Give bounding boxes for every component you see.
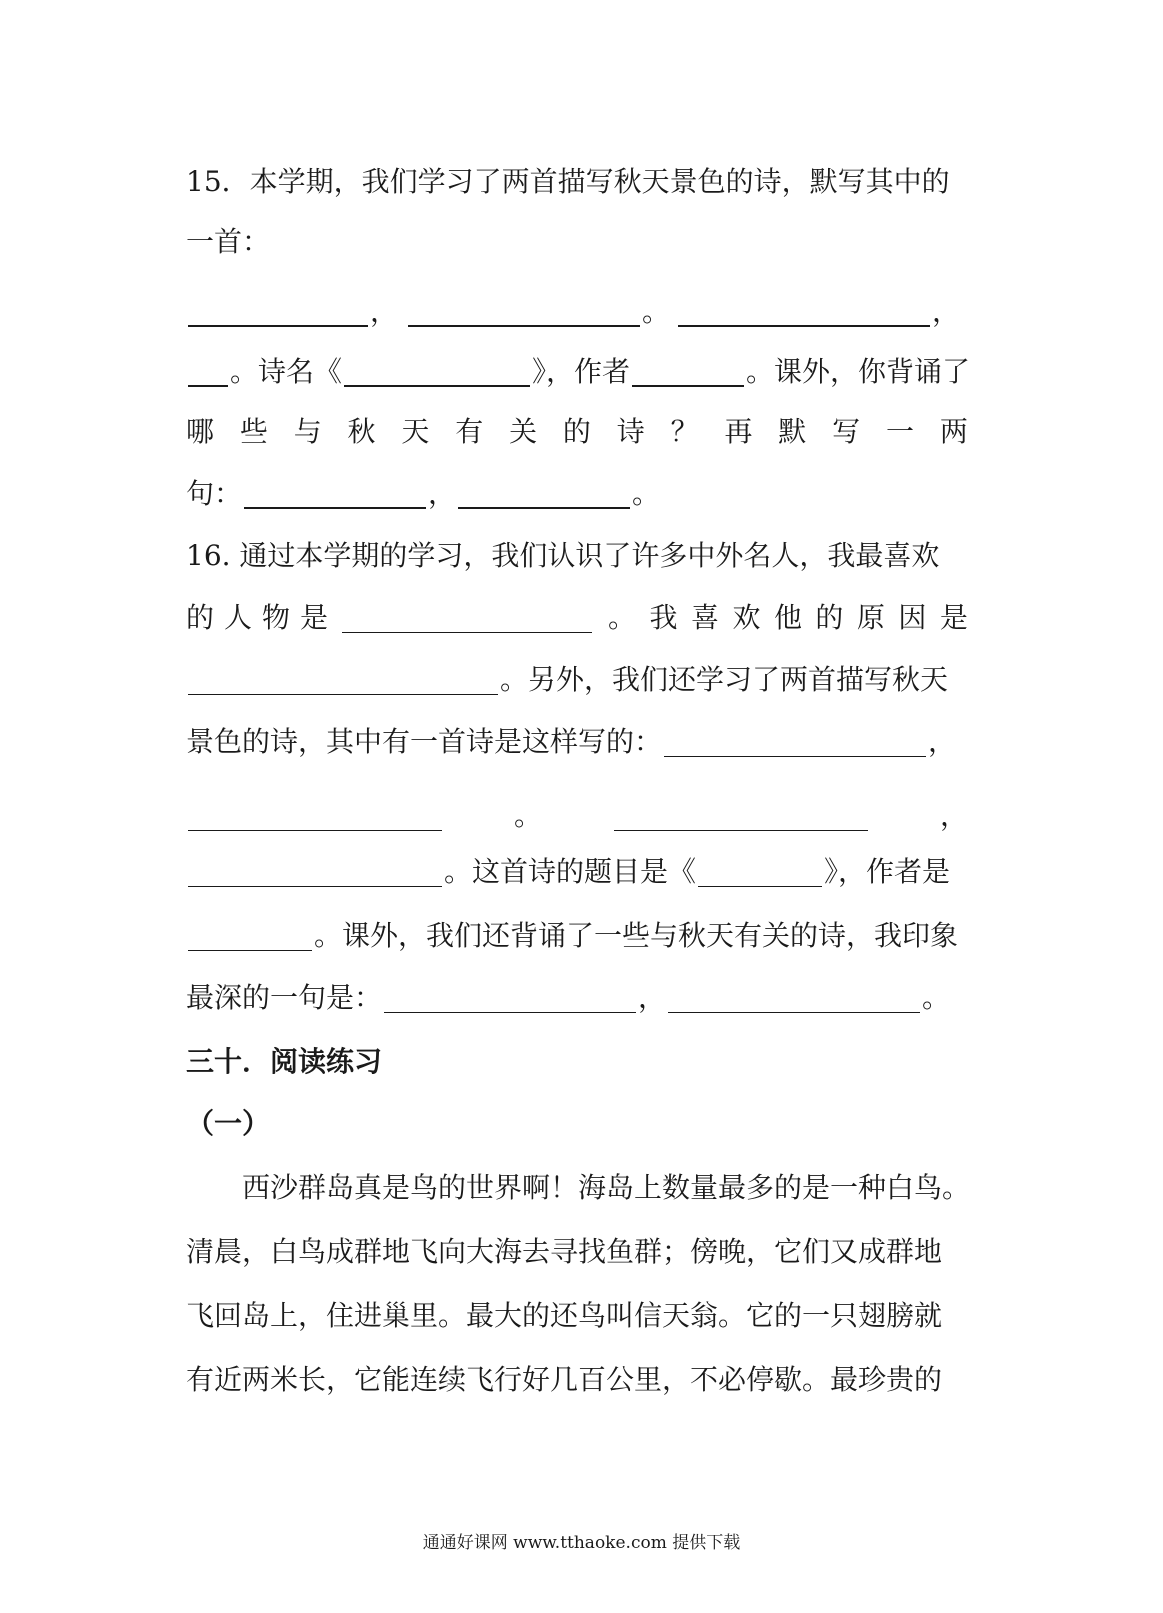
- paragraph-line: 有近两米长，它能连续飞行好几百公里，不必停歇。最珍贵的: [186, 1363, 943, 1396]
- char: 天: [401, 415, 430, 448]
- q16-line-4: [186, 722, 968, 762]
- answer-blank[interactable]: [188, 950, 312, 952]
- answer-blank[interactable]: [408, 325, 640, 327]
- char: 的: [815, 601, 844, 634]
- paragraph-line: 西沙群岛真是鸟的世界啊！海岛上数量最多的是一种白鸟。: [186, 1171, 971, 1204]
- q16-line-7: [186, 916, 968, 956]
- text: 》，作者是: [824, 855, 951, 888]
- q16-line-6: [186, 852, 968, 892]
- q15-line-2: 一首：: [186, 225, 271, 258]
- char: 因: [898, 601, 927, 634]
- char: ？: [670, 415, 699, 448]
- punct: 。: [632, 477, 661, 510]
- char: 。: [608, 601, 637, 634]
- answer-blank[interactable]: [344, 385, 530, 387]
- section-heading: 三十．阅读练习: [186, 1045, 383, 1078]
- punct: ，: [428, 477, 457, 510]
- char: 诗: [616, 415, 645, 448]
- char: 有: [455, 415, 484, 448]
- answer-blank[interactable]: [188, 830, 442, 832]
- answer-blank[interactable]: [698, 886, 822, 888]
- char: 的: [186, 601, 215, 634]
- char: 与: [293, 415, 322, 448]
- text: 。课外，我们还背诵了一些与秋天有关的诗，我印象: [314, 919, 959, 952]
- answer-blank[interactable]: [632, 385, 744, 387]
- answer-blank[interactable]: [188, 385, 228, 387]
- char: 他: [773, 601, 802, 634]
- answer-blank[interactable]: [384, 1012, 636, 1014]
- char: 原: [856, 601, 885, 634]
- char: 关: [509, 415, 538, 448]
- paragraph-line: 飞回岛上，住进巢里。最大的还鸟叫信天翁。它的一只翅膀就: [186, 1299, 943, 1332]
- text-group: [608, 598, 968, 638]
- prefix: 句：: [186, 477, 243, 510]
- char: 人: [223, 601, 252, 634]
- char: 两: [939, 415, 968, 448]
- q15-line-5: [186, 412, 968, 452]
- punct: ，: [932, 295, 961, 328]
- q15-line-6: [186, 474, 968, 514]
- punct: 。: [642, 295, 671, 328]
- answer-blank[interactable]: [188, 886, 442, 888]
- q15-line-1: 15．本学期，我们学习了两首描写秋天景色的诗，默写其中的: [186, 165, 950, 198]
- q15-line-4: [186, 352, 971, 392]
- q16-line-2: [186, 598, 968, 638]
- text-group: [186, 598, 328, 638]
- extra-text: 。课外，你背诵了: [746, 355, 971, 388]
- char: 欢: [732, 601, 761, 634]
- char: 默: [778, 415, 807, 448]
- answer-blank[interactable]: [614, 830, 868, 832]
- q16-line-1: 16. 通过本学期的学习，我们认识了许多中外名人，我最喜欢: [186, 539, 940, 572]
- char: 再: [724, 415, 753, 448]
- answer-blank[interactable]: [458, 507, 630, 509]
- text: 景色的诗，其中有一首诗是这样写的：: [186, 725, 663, 758]
- punct: ，: [928, 725, 957, 758]
- answer-blank[interactable]: [244, 507, 426, 509]
- punct: 。: [922, 981, 951, 1014]
- q15-line-3: [186, 292, 968, 332]
- char: 是: [939, 601, 968, 634]
- q16-line-8: [186, 978, 968, 1018]
- char: 写: [832, 415, 861, 448]
- answer-blank[interactable]: [188, 325, 368, 327]
- answer-blank[interactable]: [668, 1012, 920, 1014]
- answer-blank[interactable]: [678, 325, 930, 327]
- char: 一: [885, 415, 914, 448]
- punct: ，: [638, 981, 667, 1014]
- text: 。另外，我们还学习了两首描写秋天: [500, 663, 949, 696]
- char: 我: [649, 601, 678, 634]
- char: 是: [299, 601, 328, 634]
- paragraph-line: 清晨，白鸟成群地飞向大海去寻找鱼群；傍晚，它们又成群地: [186, 1235, 943, 1268]
- poem-name-suffix: 》，作者: [532, 355, 631, 388]
- char: 些: [239, 415, 268, 448]
- punct: 。: [513, 799, 542, 832]
- char: 秋: [347, 415, 376, 448]
- text: 。这首诗的题目是《: [444, 855, 697, 888]
- char: 哪: [186, 415, 215, 448]
- prefix: 最深的一句是：: [186, 981, 383, 1014]
- answer-blank[interactable]: [188, 694, 498, 696]
- char: 物: [261, 601, 290, 634]
- q16-line-5: [186, 796, 968, 836]
- page-footer: 通通好课网 www.tthaoke.com 提供下载: [422, 1533, 741, 1553]
- char: 的: [562, 415, 591, 448]
- char: 喜: [690, 601, 719, 634]
- answer-blank[interactable]: [342, 632, 592, 634]
- poem-name-prefix: 。诗名《: [230, 355, 343, 388]
- punct: ，: [370, 295, 399, 328]
- punct: ，: [939, 799, 968, 832]
- answer-blank[interactable]: [664, 756, 926, 758]
- subsection-heading: （一）: [186, 1107, 271, 1140]
- q16-line-3: [186, 660, 968, 700]
